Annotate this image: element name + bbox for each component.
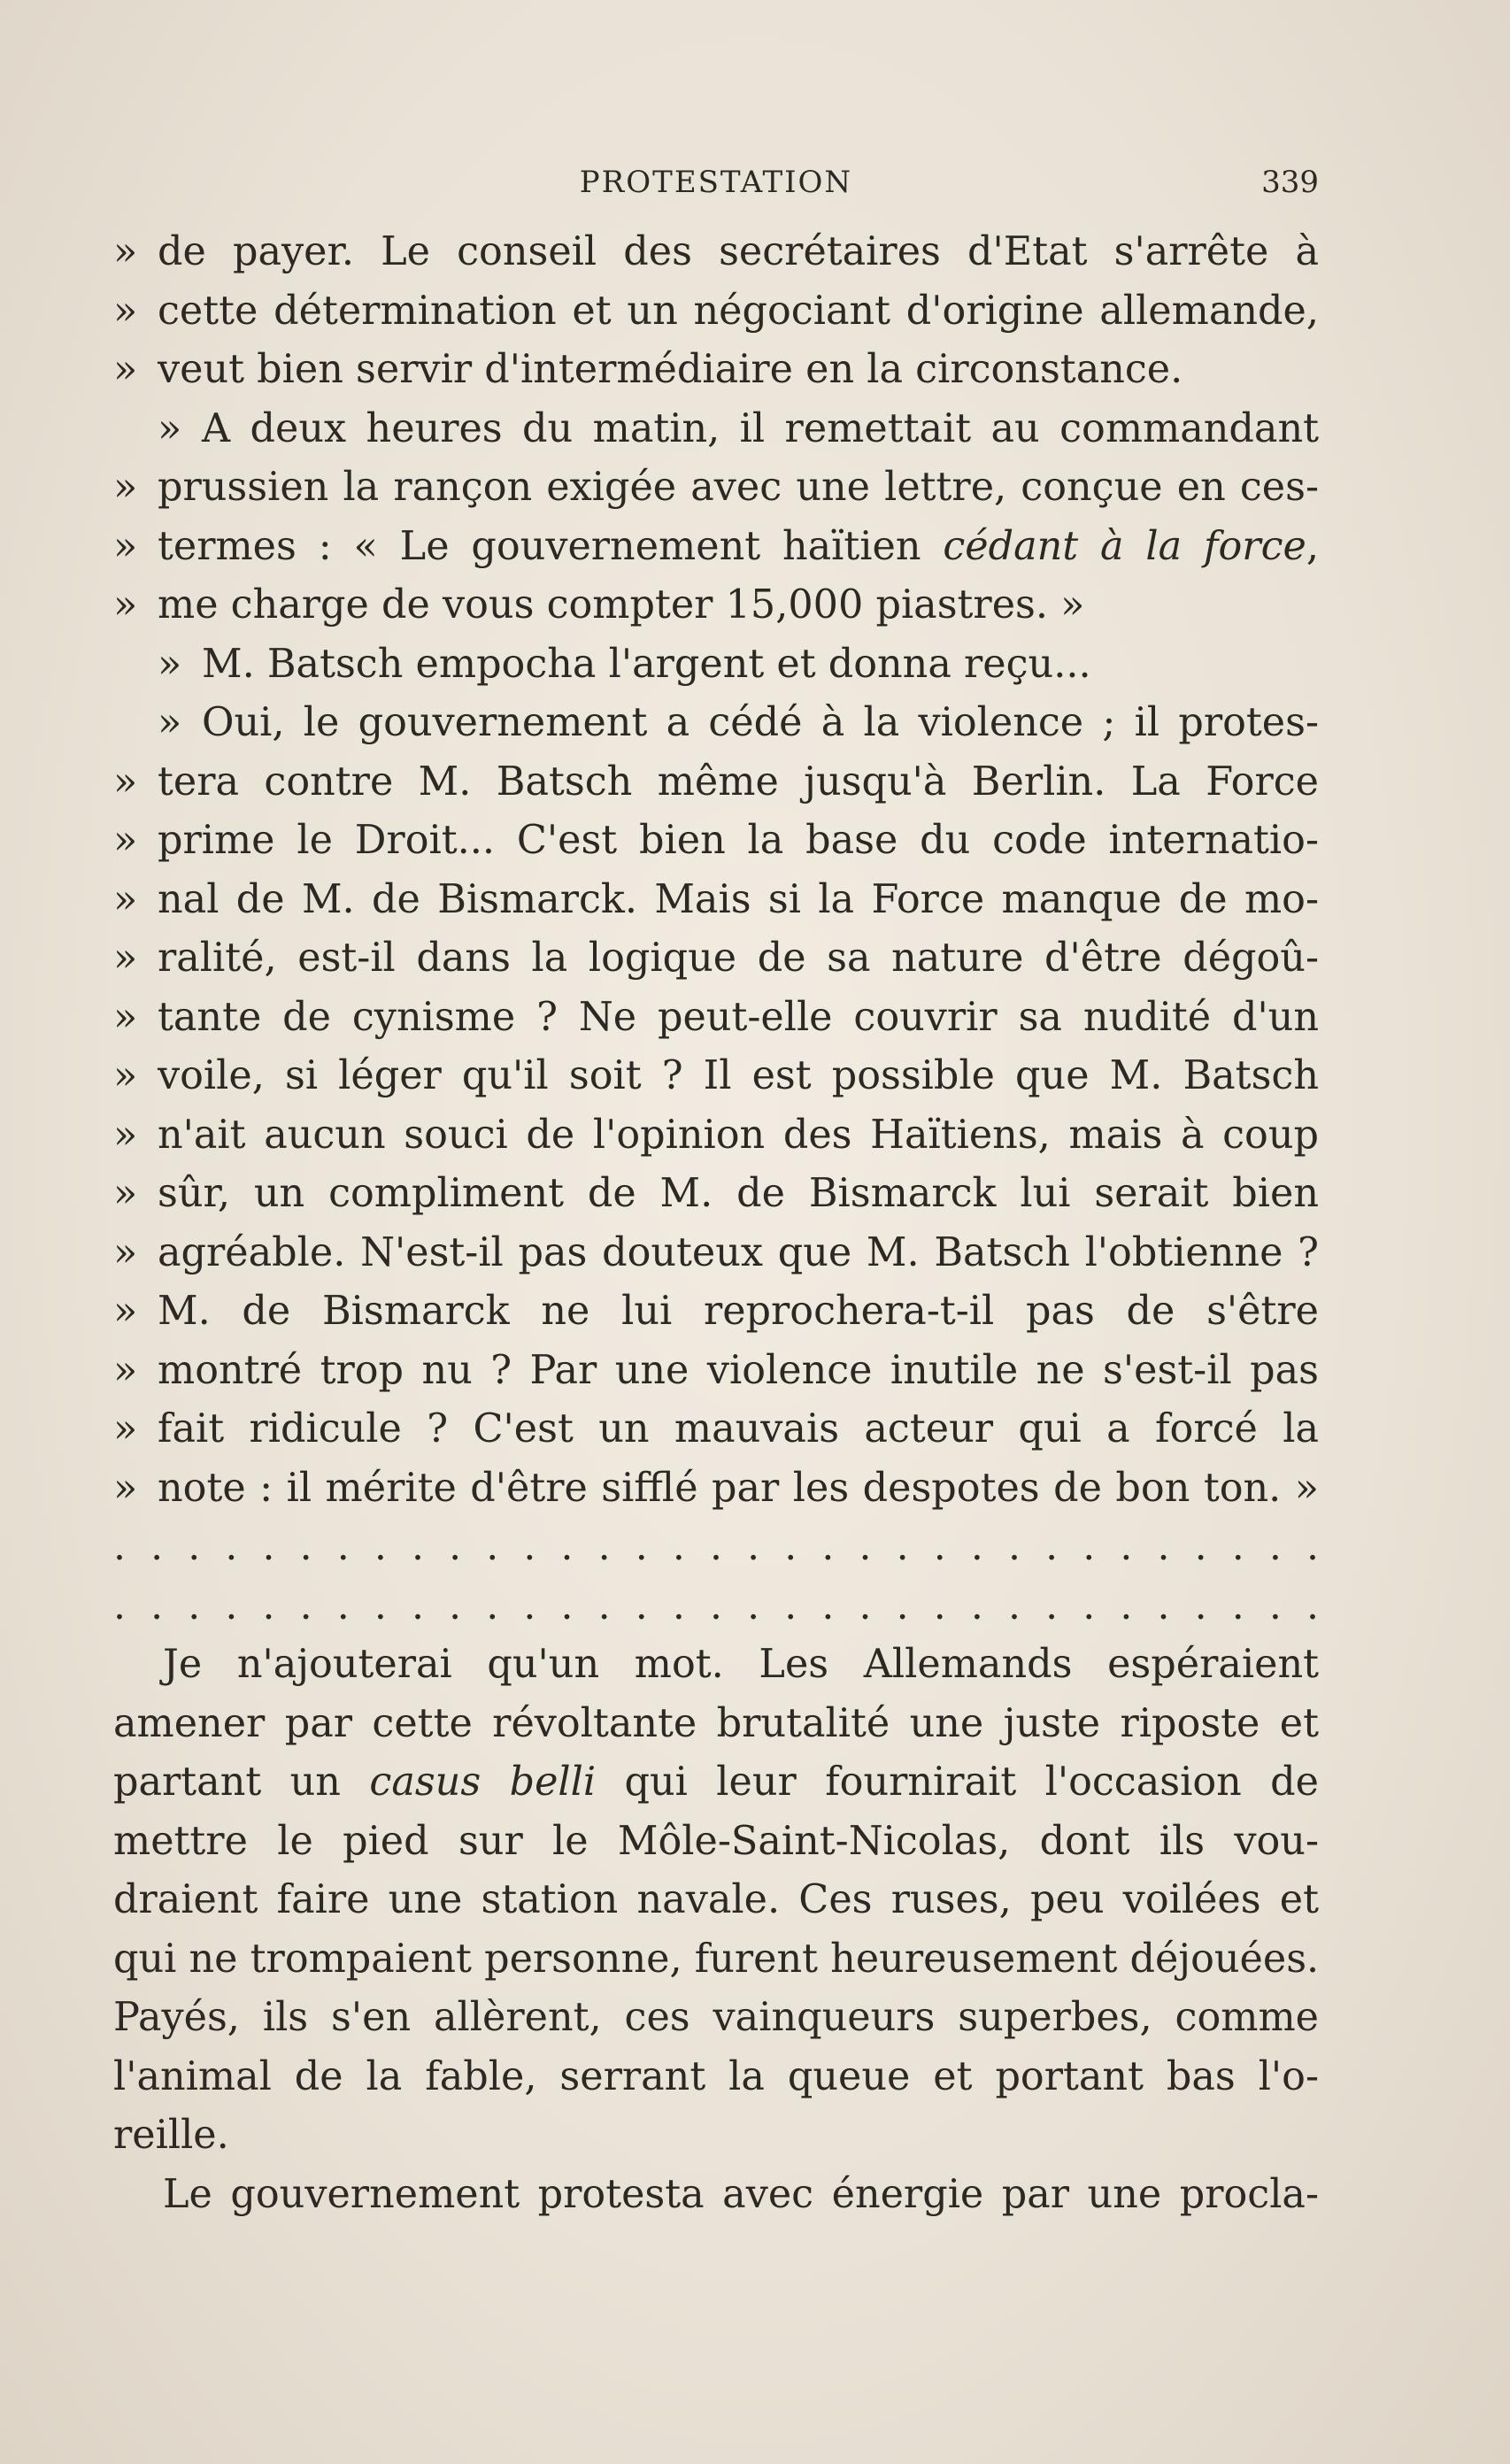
line-text: sûr, un compliment de M. de Bismarck lui serait bien xyxy=(158,1171,1319,1216)
paragraph-line: qui ne trompaient personne, furent heureusement déjouées. xyxy=(113,1936,1319,1982)
quote-mark: » xyxy=(113,347,138,392)
quote-mark: » xyxy=(113,1347,138,1393)
quote-mark: » xyxy=(113,818,138,863)
quote-mark: » xyxy=(113,229,138,274)
quote-mark: » xyxy=(158,700,182,745)
line-text: n'ait aucun souci de l'opinion des Haïtiens, mais à coup xyxy=(158,1112,1319,1158)
paragraph-line: mettre le pied sur le Môle-Saint-Nicolas, dont ils vou- xyxy=(113,1818,1319,1864)
line-text: prussien la rançon exigée avec une lettre, conçue en ces- xyxy=(158,465,1319,510)
quote-mark: » xyxy=(113,1171,138,1216)
line-text: note : il mérite d'être sifflé par les despotes de bon ton. » xyxy=(158,1465,1319,1511)
line-text: qui leur fournirait l'occasion de xyxy=(596,1759,1319,1805)
page-number: 339 xyxy=(1261,165,1319,200)
line-text: Oui, le gouvernement a cédé à la violence ; il protes- xyxy=(202,700,1319,745)
italic-phrase: casus belli xyxy=(369,1759,597,1805)
paragraph-line: Le gouvernement protesta avec énergie par une procla- xyxy=(163,2171,1319,2217)
quote-mark: » xyxy=(158,641,182,687)
quote-line xyxy=(113,1400,1319,1459)
quote-block xyxy=(113,223,1319,518)
paragraph-line: l'animal de la fable, serrant la queue et portant bas l'o- xyxy=(113,2053,1319,2099)
line-text: voile, si léger qu'il soit ? Il est possible que M. Batsch xyxy=(158,1053,1319,1098)
paragraph xyxy=(113,2166,1319,2225)
line-text: fait ridicule ? C'est un mauvais acteur qui a forcé la xyxy=(158,1406,1319,1451)
line-text: A deux heures du matin, il remettait au commandant xyxy=(202,405,1319,451)
line-text: ralité, est-il dans la logique de sa nature d'être dégoû- xyxy=(158,936,1319,981)
quote-line xyxy=(113,635,1319,695)
quote-line xyxy=(113,1047,1319,1106)
quote-line xyxy=(113,1282,1319,1342)
quote-line xyxy=(113,458,1319,518)
paragraph-line: Je n'ajouterai qu'un mot. Les Allemands espéraient xyxy=(163,1642,1319,1687)
italic-phrase: cédant à la force xyxy=(943,523,1306,569)
quote-line xyxy=(113,1342,1319,1401)
line-text: veut bien servir d'intermédiaire en la circonstance. xyxy=(158,347,1183,392)
paragraph-line: amener par cette révoltante brutalité une juste riposte et xyxy=(113,1700,1319,1746)
quote-line xyxy=(113,1224,1319,1283)
quote-line xyxy=(113,341,1319,400)
quote-line xyxy=(113,400,1319,459)
page-header xyxy=(113,159,1319,204)
quote-line xyxy=(113,576,1319,635)
running-head: PROTESTATION xyxy=(579,165,853,200)
ellipsis-row: . . . . . . . . . . . . . . . . . . . . . . . . . . . . . . . . . xyxy=(113,1582,1319,1629)
line-text: M. Batsch empocha l'argent et donna reçu... xyxy=(202,641,1091,687)
line-text: nal de M. de Bismarck. Mais si la Force manque de mo- xyxy=(158,876,1319,922)
line-text: montré trop nu ? Par une violence inutile ne s'est-il pas xyxy=(158,1347,1319,1393)
quote-block xyxy=(113,576,1319,1518)
quote-mark: » xyxy=(113,1112,138,1158)
quote-mark: » xyxy=(113,1289,138,1334)
quote-mark: » xyxy=(158,405,182,451)
quote-mark: » xyxy=(113,465,138,510)
paragraph-line: Payés, ils s'en allèrent, ces vainqueurs superbes, comme xyxy=(113,1995,1319,2040)
quote-mark: » xyxy=(113,1406,138,1451)
quote-line xyxy=(113,753,1319,812)
line-text: agréable. N'est-il pas douteux que M. Batsch l'obtienne ? xyxy=(158,1229,1319,1275)
quote-mark: » xyxy=(113,994,138,1040)
paragraph-line: draient faire une station navale. Ces ruses, peu voilées et xyxy=(113,1877,1319,1922)
quote-line xyxy=(113,518,1319,577)
quote-mark: » xyxy=(113,936,138,981)
quote-line xyxy=(113,694,1319,753)
quote-line xyxy=(113,989,1319,1048)
line-punctuation: , xyxy=(1306,523,1319,569)
line-text: partant un xyxy=(113,1759,370,1805)
page-body xyxy=(113,223,1319,2224)
quote-line xyxy=(113,223,1319,282)
quote-line xyxy=(113,929,1319,989)
quote-mark: » xyxy=(113,876,138,922)
quote-mark: » xyxy=(113,523,138,569)
quote-mark: » xyxy=(113,582,138,628)
line-text: cette détermination et un négociant d'origine allemande, xyxy=(158,288,1319,334)
line-text: prime le Droit... C'est bien la base du code internatio- xyxy=(158,818,1319,863)
quote-mark: » xyxy=(113,1229,138,1275)
quote-line xyxy=(113,1106,1319,1166)
paragraph-rest xyxy=(113,1813,1319,2166)
quote-mark: » xyxy=(113,288,138,334)
quote-line xyxy=(113,1165,1319,1224)
line-text: de payer. Le conseil des secrétaires d'Etat s'arrête à xyxy=(158,229,1319,274)
line-text: me charge de vous compter 15,000 piastres. » xyxy=(158,582,1085,628)
quote-line xyxy=(113,871,1319,930)
line-text: termes : « Le gouvernement haïtien xyxy=(158,523,944,569)
line-text: tera contre M. Batsch même jusqu'à Berlin. La Force xyxy=(158,758,1319,805)
paragraph-line: reille. xyxy=(113,2113,229,2158)
quote-mark: » xyxy=(113,1465,138,1511)
quote-line xyxy=(113,812,1319,871)
line-text: M. de Bismarck ne lui reprochera-t-il pas de s'être xyxy=(158,1289,1319,1334)
quote-mark: » xyxy=(113,758,138,805)
quote-mark: » xyxy=(113,1053,138,1098)
paragraph-line xyxy=(113,1753,1319,1813)
ellipsis-row: . . . . . . . . . . . . . . . . . . . . . . . . . . . . . . . . . xyxy=(113,1524,1319,1569)
quote-line xyxy=(113,282,1319,342)
line-text: tante de cynisme ? Ne peut-elle couvrir sa nudité d'un xyxy=(158,994,1319,1040)
quote-line xyxy=(113,1459,1319,1519)
paragraph xyxy=(113,1636,1319,2166)
